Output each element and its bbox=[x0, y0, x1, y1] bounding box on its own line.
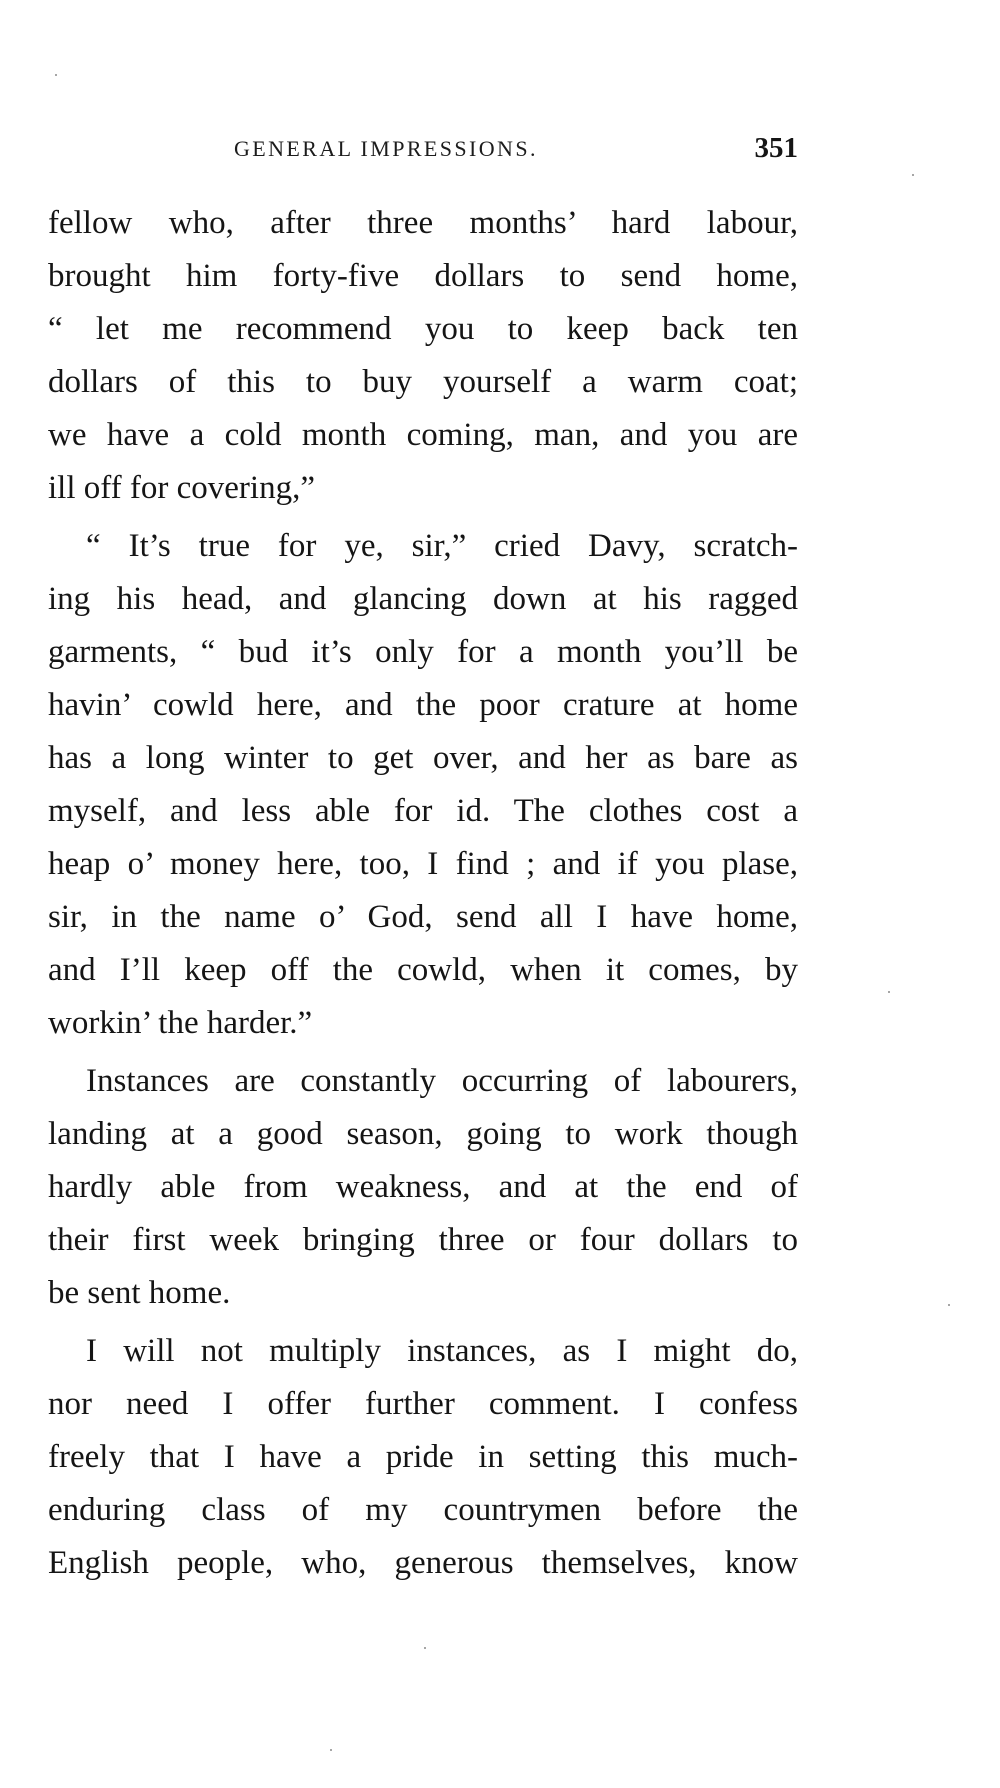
text-line: landing at a good season, going to work though bbox=[48, 1116, 798, 1152]
paper-speck bbox=[330, 1749, 332, 1751]
text-line: freely that I have a pride in setting this much- bbox=[48, 1439, 798, 1475]
text-line: myself, and less able for id. The clothes cost a bbox=[48, 793, 798, 829]
text-line: sir, in the name o’ God, send all I have home, bbox=[48, 899, 798, 935]
page-number: 351 bbox=[754, 132, 798, 164]
text-line: dollars of this to buy yourself a warm coat; bbox=[48, 364, 798, 400]
text-line: I will not multiply instances, as I might do, bbox=[86, 1333, 798, 1369]
paper-speck bbox=[55, 74, 57, 76]
text-line: fellow who, after three months’ hard labour, bbox=[48, 205, 798, 241]
text-line: be sent home. bbox=[48, 1275, 231, 1311]
text-line: enduring class of my countrymen before the bbox=[48, 1492, 798, 1528]
text-line: workin’ the harder.” bbox=[48, 1005, 313, 1041]
text-line: brought him forty-five dollars to send home, bbox=[48, 258, 798, 294]
text-line: garments, “ bud it’s only for a month you’ll be bbox=[48, 634, 798, 670]
text-line: “ It’s true for ye, sir,” cried Davy, scratch- bbox=[86, 528, 798, 564]
paragraph-2 bbox=[48, 520, 798, 1050]
text-line: Instances are constantly occurring of labourers, bbox=[86, 1063, 798, 1099]
paper-speck bbox=[948, 1304, 950, 1306]
text-line: heap o’ money here, too, I find ; and if you plase, bbox=[48, 846, 798, 882]
paper-speck bbox=[424, 1647, 426, 1649]
text-line: “ let me recommend you to keep back ten bbox=[48, 311, 798, 347]
text-line: ing his head, and glancing down at his ragged bbox=[48, 581, 798, 617]
text-line: ill off for covering,” bbox=[48, 470, 315, 506]
paragraph-4 bbox=[48, 1325, 798, 1590]
text-line: English people, who, generous themselves, know bbox=[48, 1545, 798, 1581]
paragraph-1 bbox=[48, 197, 798, 515]
paper-speck bbox=[888, 991, 890, 993]
body-text bbox=[48, 197, 798, 1595]
running-title: GENERAL IMPRESSIONS. bbox=[234, 136, 538, 161]
text-line: their first week bringing three or four dollars to bbox=[48, 1222, 798, 1258]
text-line: has a long winter to get over, and her as bare as bbox=[48, 740, 798, 776]
running-head bbox=[232, 132, 798, 168]
text-line: nor need I offer further comment. I confess bbox=[48, 1386, 798, 1422]
text-line: and I’ll keep off the cowld, when it comes, by bbox=[48, 952, 798, 988]
paragraph-3 bbox=[48, 1055, 798, 1320]
text-line: hardly able from weakness, and at the end of bbox=[48, 1169, 798, 1205]
text-line: we have a cold month coming, man, and you are bbox=[48, 417, 798, 453]
paper-speck bbox=[912, 174, 914, 176]
text-line: havin’ cowld here, and the poor crature at home bbox=[48, 687, 798, 723]
